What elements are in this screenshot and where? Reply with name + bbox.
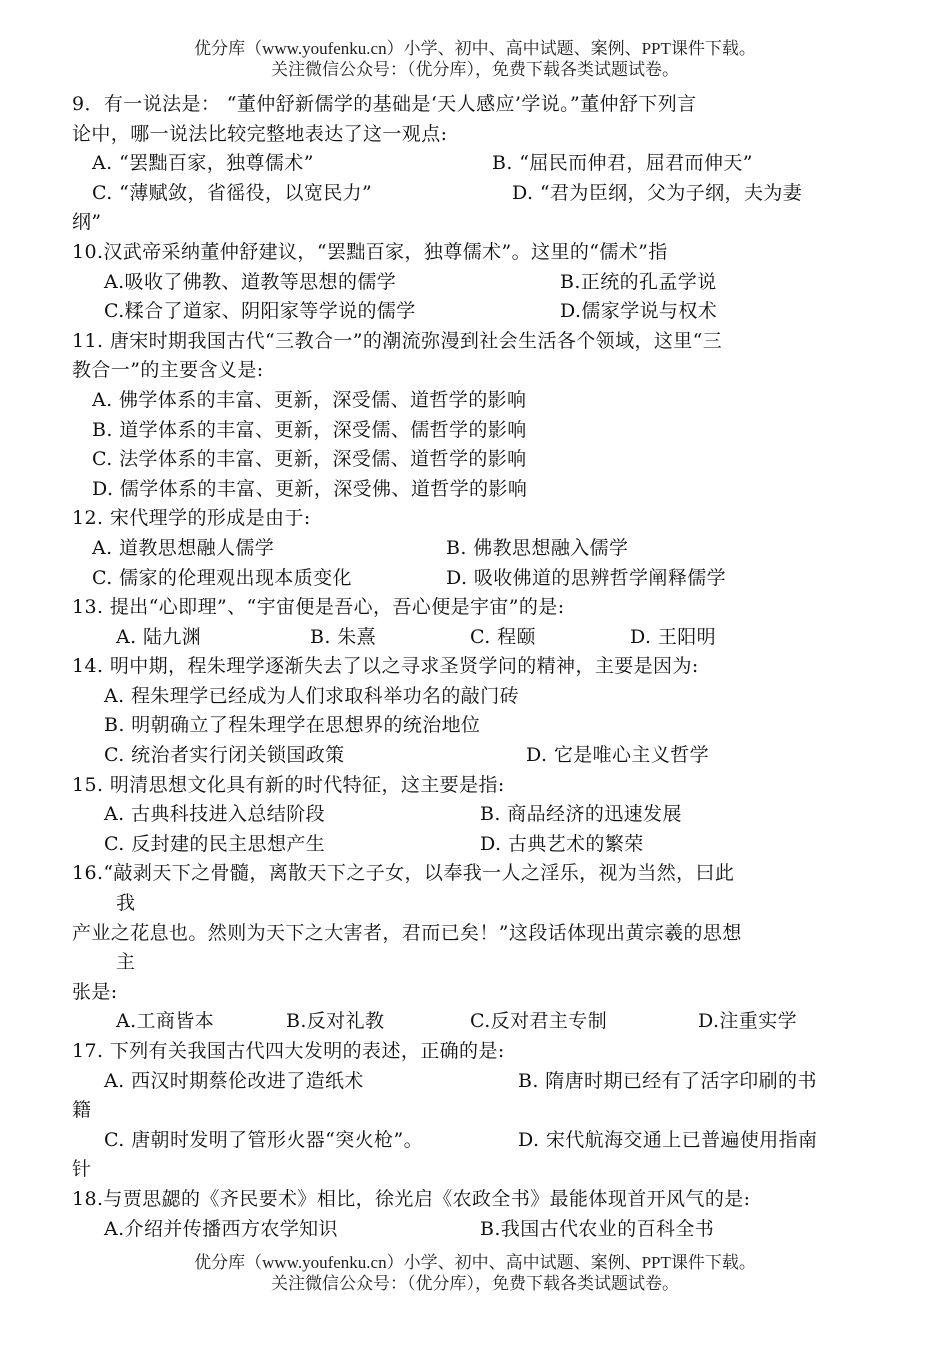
question-9-option-d-cont: 纲” — [72, 211, 102, 234]
question-17-option-c: C. 唐朝时发明了管形火器“突火枪”。 — [104, 1128, 423, 1151]
question-15-stem-line — [72, 771, 884, 801]
question-18-options-ab — [72, 1215, 884, 1245]
question-15-option-b: B. 商品经济的迅速发展 — [480, 803, 682, 826]
question-11-option-c-line — [72, 445, 884, 475]
question-17-stem-line — [72, 1037, 884, 1067]
question-16-stem-line-1 — [72, 859, 884, 889]
question-9-option-d-cont-line — [72, 208, 884, 238]
question-9-option-a: A. “罢黜百家，独尊儒术” — [92, 152, 314, 175]
question-18-option-b: B.我国古代农业的百科全书 — [480, 1217, 715, 1240]
question-12-option-a: A. 道教思想融人儒学 — [92, 536, 275, 559]
question-18-stem: 18.与贾思勰的《齐民要术》相比，徐光启《农政全书》最能体现首开风气的是: — [72, 1187, 751, 1210]
question-17-option-b: B. 隋唐时期已经有了活字印刷的书 — [518, 1069, 817, 1092]
question-12-option-b: B. 佛教思想融入儒学 — [446, 536, 629, 559]
question-13-stem-line — [72, 593, 884, 623]
question-16-options — [72, 1007, 884, 1037]
question-10-option-d: D.儒家学说与权术 — [560, 300, 718, 323]
question-13-option-a: A. 陆九渊 — [116, 625, 202, 648]
question-11-option-a: A. 佛学体系的丰富、更新，深受儒、道哲学的影响 — [92, 388, 527, 411]
question-16-stem-end: 张是: — [72, 980, 118, 1003]
question-10-stem: 10.汉武帝采纳董仲舒建议，“罢黜百家，独尊儒术”。这里的“儒术”指 — [72, 240, 668, 263]
question-9-stem: 9．有一说法是： “董仲舒新儒学的基础是‘天人感应’学说。”董仲舒下列言 — [72, 93, 697, 115]
question-15-stem: 15. 明清思想文化具有新的时代特征，这主要是指: — [72, 773, 505, 796]
question-13-option-c: C. 程颐 — [470, 625, 536, 648]
question-17-option-b-cont-line — [72, 1096, 884, 1126]
question-16-stem: 16.“敲剥天下之骨髓，离散天下之子女，以奉我一人之淫乐，视为当然，曰此 — [72, 862, 735, 885]
question-11-stem-line-1 — [72, 327, 884, 357]
question-12-option-d: D. 吸收佛道的思辨哲学阐释儒学 — [446, 566, 727, 589]
question-14-option-b: B. 明朝确立了程朱理学在思想界的统治地位 — [104, 714, 481, 737]
question-9-options-cd — [72, 179, 884, 209]
footer-banner — [0, 1252, 950, 1294]
question-17-options-ab — [72, 1067, 884, 1097]
footer-line-2: 关注微信公众号：（优分库），免费下载各类试题试卷。 — [271, 1274, 679, 1293]
question-9-stem-line-2 — [72, 120, 884, 150]
question-14-stem: 14. 明中期，程朱理学逐渐失去了以之寻求圣贤学问的精神，主要是因为: — [72, 655, 699, 678]
question-12-options-ab — [72, 534, 884, 564]
question-14-option-c: C. 统治者实行闭关锁国政策 — [104, 744, 345, 767]
question-9-options-ab — [72, 149, 884, 179]
question-13-option-b: B. 朱熹 — [310, 625, 377, 648]
question-9-option-d: D. “君为臣纲，父为子纲，夫为妻 — [512, 181, 803, 204]
question-9-option-b: B. “屈民而伸君，屈君而伸天” — [492, 152, 753, 175]
question-16-stem-wrap-2: 主 — [116, 951, 136, 974]
question-16-option-a: A.工商皆本 — [116, 1010, 215, 1033]
question-15-option-a: A. 古典科技进入总结阶段 — [104, 803, 326, 826]
question-13-option-d: D. 王阳明 — [630, 625, 717, 648]
question-11-option-d: D. 儒学体系的丰富、更新，深受佛、道哲学的影响 — [92, 477, 528, 500]
question-16-stem-line-1b — [72, 889, 884, 919]
question-9-stem-line-1 — [72, 90, 884, 120]
question-16-option-b: B.反对礼教 — [286, 1010, 385, 1033]
question-17-option-d-cont-line — [72, 1155, 884, 1185]
question-17-options-cd — [72, 1126, 884, 1156]
question-17-option-d: D. 宋代航海交通上已普遍使用指南 — [518, 1128, 818, 1151]
question-12-stem: 12. 宋代理学的形成是由于: — [72, 507, 311, 530]
question-15-options-cd — [72, 830, 884, 860]
question-17-option-d-cont: 针 — [72, 1158, 92, 1181]
question-9-option-c: C. “薄赋敛，省徭役，以宽民力” — [92, 181, 373, 204]
header-banner — [0, 38, 950, 80]
question-11-stem: 11. 唐宋时期我国古代“三教合一”的潮流弥漫到社会生活各个领域，这里“三 — [72, 329, 723, 352]
question-18-option-a: A.介绍并传播西方农学知识 — [104, 1217, 338, 1240]
question-15-option-c: C. 反封建的民主思想产生 — [104, 832, 326, 855]
question-14-stem-line — [72, 652, 884, 682]
question-16-stem-line-3 — [72, 978, 884, 1008]
question-14-option-a: A. 程朱理学已经成为人们求取科举功名的敲门砖 — [104, 684, 520, 707]
question-16-stem-line-2 — [72, 919, 884, 949]
question-16-stem-cont: 产业之花息也。然则为天下之大害者，君而已矣！”这段话体现出黄宗羲的思想 — [72, 921, 742, 944]
question-11-stem-line-2 — [72, 356, 884, 386]
question-16-stem-line-2b — [72, 948, 884, 978]
question-12-option-c: C. 儒家的伦理观出现本质变化 — [92, 566, 352, 589]
question-16-option-d: D.注重实学 — [698, 1010, 797, 1033]
question-10-option-b: B.正统的孔孟学说 — [560, 270, 717, 293]
header-line-2: 关注微信公众号：（优分库），免费下载各类试题试卷。 — [271, 60, 679, 79]
question-13-options — [72, 623, 884, 653]
question-11-stem-cont: 教合一”的主要含义是: — [72, 359, 264, 382]
footer-line-1: 优分库（www.youfenku.cn）小学、初中、高中试题、案例、PPT课件下载。 — [194, 1253, 756, 1272]
question-13-stem: 13. 提出“心即理”、“宇宙便是吾心，吾心便是宇宙”的是: — [72, 596, 565, 619]
question-14-option-a-line — [72, 682, 884, 712]
question-14-option-b-line — [72, 711, 884, 741]
question-12-stem-line — [72, 504, 884, 534]
question-10-option-a: A.吸收了佛教、道教等思想的儒学 — [104, 270, 397, 293]
question-18-stem-line — [72, 1185, 884, 1215]
question-12-options-cd — [72, 564, 884, 594]
question-17-option-b-cont: 籍 — [72, 1099, 92, 1122]
question-11-option-a-line — [72, 386, 884, 416]
question-11-option-b: B. 道学体系的丰富、更新，深受儒、儒哲学的影响 — [92, 418, 527, 441]
question-11-option-b-line — [72, 416, 884, 446]
question-list — [72, 90, 884, 1244]
question-10-stem-line — [72, 238, 884, 268]
question-10-options-cd — [72, 297, 884, 327]
question-15-options-ab — [72, 800, 884, 830]
question-16-option-c: C.反对君主专制 — [470, 1010, 608, 1033]
question-10-option-c: C.糅合了道家、阴阳家等学说的儒学 — [104, 300, 416, 323]
question-11-option-d-line — [72, 475, 884, 505]
question-11-option-c: C. 法学体系的丰富、更新，深受儒、道哲学的影响 — [92, 448, 527, 471]
question-9-stem-cont: 论中，哪一说法比较完整地表达了这一观点: — [72, 122, 448, 145]
question-17-option-a: A. 西汉时期蔡伦改进了造纸术 — [104, 1069, 364, 1092]
question-10-options-ab — [72, 268, 884, 298]
question-16-stem-wrap-1: 我 — [116, 892, 136, 915]
question-14-option-d: D. 它是唯心主义哲学 — [526, 744, 710, 767]
header-line-1: 优分库（www.youfenku.cn）小学、初中、高中试题、案例、PPT课件下载。 — [194, 39, 756, 58]
question-14-options-cd — [72, 741, 884, 771]
question-17-stem: 17. 下列有关我国古代四大发明的表述，正确的是: — [72, 1040, 505, 1062]
question-15-option-d: D. 古典艺术的繁荣 — [480, 832, 644, 855]
